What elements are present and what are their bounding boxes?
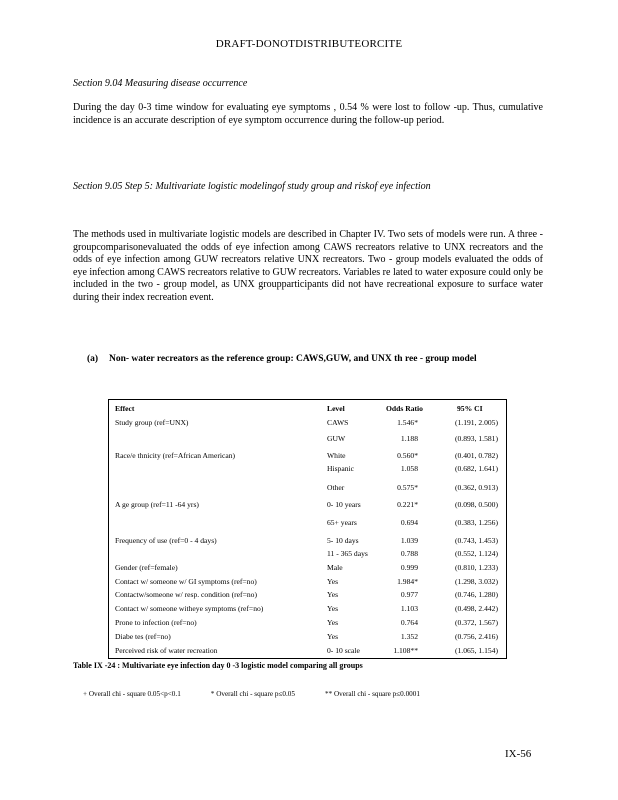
col-header-level: Level	[327, 404, 345, 413]
cell-level: Yes	[327, 604, 339, 613]
table-caption: Table IX -24 : Multivariate eye infection day 0 -3 logistic model comparing all groups	[73, 661, 363, 670]
section-9-05-paragraph: The methods used in multivariate logistic models are described in Chapter IV. Two sets of models were run. A three - groupcomparisonevaluated the odds of eye infection among CAWS recreators relative to UNX recreators and the odds of eye infection among GUW recreators relative UNX recreators. Two - group models evaluated the odds of eye infection among CAWS recreators relative to GUW recreators. Variables re lated to water exposure could only be included in the two - group model, as UNX groupparticipants did not have recreational exposure to surface water during their index recreation event.	[73, 229, 543, 303]
subsection-label: (a)	[87, 354, 99, 364]
col-header-ci: 95% CI	[457, 404, 483, 413]
cell-ci: (0.743, 1.453)	[454, 536, 498, 545]
cell-odds-ratio: 1.039	[400, 536, 418, 545]
cell-effect: Contact w/ someone witheye symptoms (ref=no)	[115, 604, 264, 613]
cell-level: Yes	[327, 577, 339, 586]
cell-ci: (0.372, 1.567)	[454, 618, 498, 627]
cell-odds-ratio: 0.764	[400, 618, 418, 627]
cell-effect: Perceived risk of water recreation	[115, 646, 218, 655]
cell-level: GUW	[327, 434, 346, 443]
cell-level: Hispanic	[327, 464, 354, 473]
footnote-plus: + Overall chi - square 0.05<p<0.1	[83, 690, 181, 698]
cell-effect: Study group (ref=UNX)	[115, 418, 189, 427]
cell-odds-ratio: 1.108**	[393, 646, 418, 655]
cell-odds-ratio: 0.221*	[397, 500, 418, 509]
footnote-double-star: ** Overall chi - square p≤0.0001	[324, 690, 420, 698]
cell-level: White	[327, 451, 346, 460]
cell-effect: Diabe tes (ref=no)	[115, 632, 171, 641]
cell-ci: (0.810, 1.233)	[454, 563, 498, 572]
cell-odds-ratio: 1.352	[400, 632, 418, 641]
cell-odds-ratio: 0.575*	[397, 483, 418, 492]
cell-ci: (0.401, 0.782)	[454, 451, 498, 460]
subsection-title: Non- water recreators as the reference group: CAWS,GUW, and UNX th ree - group model	[109, 354, 477, 364]
cell-effect: Contact w/ someone w/ GI symptoms (ref=no)	[115, 577, 257, 586]
cell-ci: (0.362, 0.913)	[454, 483, 498, 492]
cell-odds-ratio: 0.999	[400, 563, 418, 572]
subsection-a-heading	[87, 353, 547, 366]
cell-ci: (1.298, 3.032)	[454, 577, 498, 586]
draft-header: DRAFT-DONOTDISTRIBUTEORCITE	[215, 38, 403, 50]
cell-effect: Gender (ref=female)	[115, 563, 178, 572]
cell-level: CAWS	[327, 418, 349, 427]
cell-level: 11 - 365 days	[327, 549, 368, 558]
cell-level: Other	[327, 483, 345, 492]
cell-level: 65+ years	[327, 518, 357, 527]
cell-ci: (0.746, 1.280)	[454, 590, 498, 599]
cell-ci: (0.383, 1.256)	[454, 518, 498, 527]
cell-level: 0- 10 scale	[327, 646, 360, 655]
cell-level: 5- 10 days	[327, 536, 359, 545]
cell-level: Yes	[327, 618, 339, 627]
col-header-effect: Effect	[115, 404, 135, 413]
cell-level: Male	[327, 563, 343, 572]
cell-effect: Frequency of use (ref=0 - 4 days)	[115, 536, 217, 545]
cell-odds-ratio: 1.984*	[397, 577, 418, 586]
cell-ci: (0.756, 2.416)	[454, 632, 498, 641]
col-header-odds-ratio: Odds Ratio	[386, 404, 423, 413]
footnote-star: * Overall chi - square p≤0.05	[210, 690, 295, 698]
regression-table	[108, 399, 507, 659]
section-9-04-paragraph: During the day 0-3 time window for evaluating eye symptoms , 0.54 % were lost to follow -up. Thus, cumulative incidence is an accurate description of eye symptom occurrence during the follow-up period.	[73, 102, 543, 126]
cell-effect: Contactw/someone w/ resp. condition (ref=no)	[115, 590, 257, 599]
cell-odds-ratio: 0.788	[400, 549, 418, 558]
cell-odds-ratio: 1.103	[400, 604, 418, 613]
cell-ci: (1.191, 2.005)	[454, 418, 498, 427]
cell-ci: (0.098, 0.500)	[454, 500, 498, 509]
cell-odds-ratio: 0.560*	[397, 451, 418, 460]
cell-effect: Prone to infection (ref=no)	[115, 618, 197, 627]
cell-odds-ratio: 1.188	[400, 434, 418, 443]
cell-odds-ratio: 0.977	[400, 590, 418, 599]
cell-effect: A ge group (ref=11 -64 yrs)	[115, 500, 199, 509]
cell-effect: Race/e thnicity (ref=African American)	[115, 451, 236, 460]
cell-odds-ratio: 0.694	[400, 518, 418, 527]
cell-level: Yes	[327, 632, 339, 641]
cell-ci: (0.893, 1.581)	[454, 434, 498, 443]
cell-ci: (0.498, 2.442)	[454, 604, 498, 613]
table-footnotes	[83, 690, 543, 698]
cell-odds-ratio: 1.546*	[397, 418, 418, 427]
cell-odds-ratio: 1.058	[400, 464, 418, 473]
section-9-04-heading: Section 9.04 Measuring disease occurrence	[73, 78, 248, 89]
cell-ci: (0.682, 1.641)	[454, 464, 498, 473]
cell-level: Yes	[327, 590, 339, 599]
cell-level: 0- 10 years	[327, 500, 361, 509]
page-number: IX-56	[505, 748, 532, 760]
cell-ci: (0.552, 1.124)	[454, 549, 498, 558]
section-9-05-heading: Section 9.05 Step 5: Multivariate logistic modelingof study group and riskof eye infection	[73, 181, 431, 192]
cell-ci: (1.065, 1.154)	[454, 646, 498, 655]
